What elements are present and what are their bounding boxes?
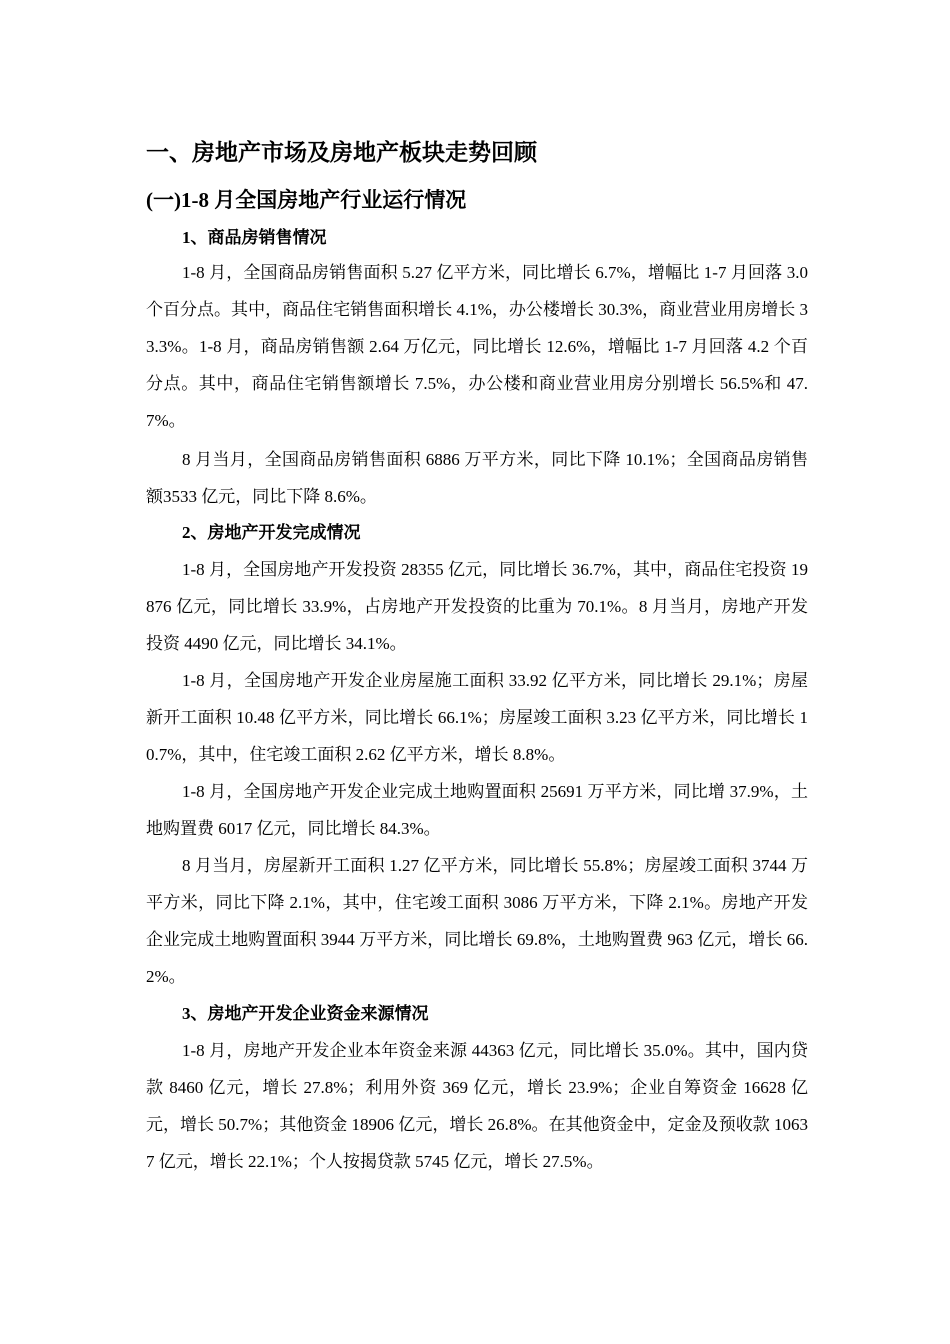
paragraph-development-august: 8 月当月，房屋新开工面积 1.27 亿平方米，同比增长 55.8%；房屋竣工面积 3744 万平方米，同比下降 2.1%，其中，住宅竣工面积 3086 万平方米，下降 2.1%。房地产开发企业完成土地购置面积 3944 万平方米，同比增长 69.8%，土地购置费 963 亿元，增长 66.2%。 [146, 856, 808, 986]
paragraph-construction-area: 1-8 月，全国房地产开发企业房屋施工面积 33.92 亿平方米，同比增长 29.1%；房屋新开工面积 10.48 亿平方米，同比增长 66.1%；房屋竣工面积 3.23 亿平方米，同比增长 10.7%，其中，住宅竣工面积 2.62 亿平方米，增长 8.8%。 [146, 671, 808, 764]
paragraph-land-purchase: 1-8 月，全国房地产开发企业完成土地购置面积 25691 万平方米，同比增 37.9%，土地购置费 6017 亿元，同比增长 84.3%。 [146, 782, 808, 838]
paragraph-funding-sources: 1-8 月，房地产开发企业本年资金来源 44363 亿元，同比增长 35.0%。其中，国内贷款 8460 亿元，增长 27.8%；利用外资 369 亿元，增长 23.9%；企业自筹资金 16628 亿元，增长 50.7%；其他资金 18906 亿元，增长 26.8%。在其他资金中，定金及预收款 10637 亿元，增长 22.1%；个人按揭贷款 5745 亿元，增长 27.5%。 [146, 1041, 808, 1171]
paragraph-sales-august: 8 月当月，全国商品房销售面积 6886 万平方米，同比下降 10.1%；全国商品房销售额3533 亿元，同比下降 8.6%。 [146, 450, 808, 506]
section-title-sales: 1、商品房销售情况 [182, 228, 327, 247]
section-title-funding: 3、房地产开发企业资金来源情况 [182, 1004, 429, 1023]
main-heading: 一、房地产市场及房地产板块走势回顾 [146, 140, 537, 165]
sub-heading: (一)1-8 月全国房地产行业运行情况 [146, 188, 467, 212]
paragraph-sales-ytd: 1-8 月，全国商品房销售面积 5.27 亿平方米，同比增长 6.7%，增幅比 1-7 月回落 3.0 个百分点。其中，商品住宅销售面积增长 4.1%，办公楼增长 30.3%，商业营业用房增长 33.3%。1-8 月，商品房销售额 2.64 万亿元，同比增长 12.6%，增幅比 1-7 月回落 4.2 个百分点。其中，商品住宅销售额增长 7.5%，办公楼和商业营业用房分别增长 56.5%和 47.7%。 [146, 263, 808, 430]
section-title-development: 2、房地产开发完成情况 [182, 523, 361, 542]
paragraph-investment: 1-8 月，全国房地产开发投资 28355 亿元，同比增长 36.7%，其中，商品住宅投资 19876 亿元，同比增长 33.9%，占房地产开发投资的比重为 70.1%。8 月当月，房地产开发投资 4490 亿元，同比增长 34.1%。 [146, 560, 808, 653]
